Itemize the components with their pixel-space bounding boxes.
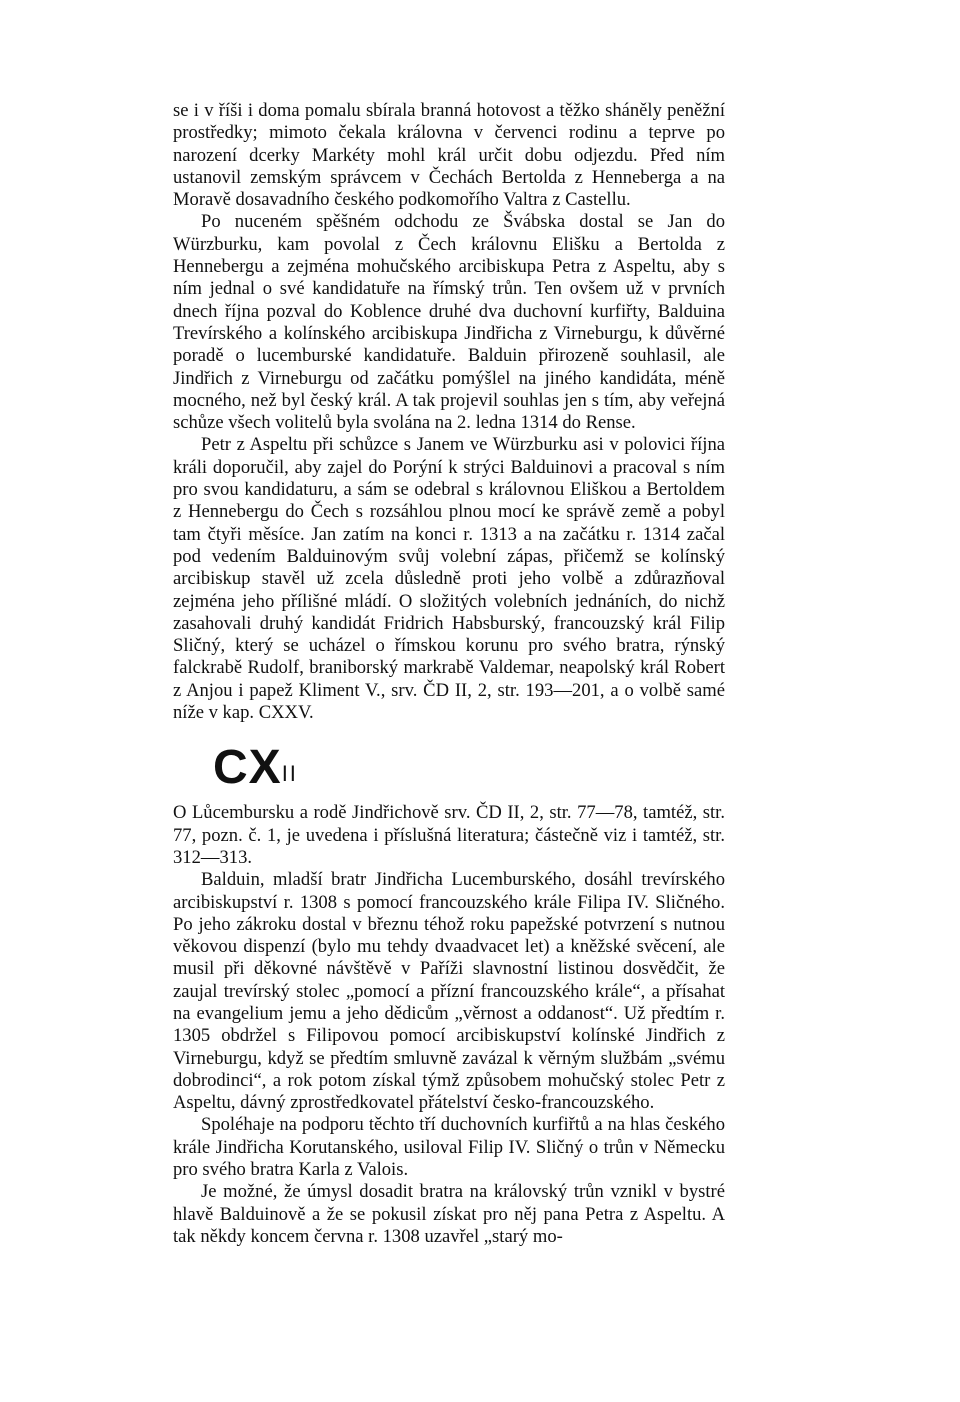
paragraph: Petr z Aspeltu při schůzce s Janem ve Würzburku asi v polovici října králi doporučil, aby zajel do Porýní k strýci Balduinovi a pracoval s ním pro svou kandidaturu, a sám se odebral s královnou Eliškou a Bertoldem z Hennebergu do Čech s rozsáhlou plnou mocí ke správě země a pobyl tam čtyři měsíce. Jan zatím na konci r. 1313 a na začátku r. 1314 začal pod vedením Balduinovým svůj volební zápas, přičemž se kolínský arcibiskup stavěl už zcela důsledně proti jeho volbě a zdůrazňoval zejména jeho přílišné mládí. O složitých volebních jednáních, do nichž zasahovali druhý kandidát Fridrich Habsburský, francouzský král Filip Sličný, který se ucházel o římskou korunu pro svého bratra, rýnský falckrabě Rudolf, braniborský markrabě Valdemar, neapolský král Robert z Anjou i papež Kliment V., srv. ČD II, 2, str. 193—201, a o volbě samé níže v kap. CXXV. [173, 434, 725, 724]
paragraph: Spoléhaje na podporu těchto tří duchovních kurfiřtů a na hlas českého krále Jindřicha Korutanského, usiloval Filip IV. Sličný o trůn v Německu pro svého bratra Karla z Valois. [173, 1114, 725, 1181]
paragraph: O Lůcembursku a rodě Jindřichově srv. ČD II, 2, str. 77—78, tamtéž, str. 77, pozn. č. 1, je uvedena i příslušná literatura; částečně viz i tamtéž, str. 312—313. [173, 802, 725, 868]
paragraph: Po nuceném spěšném odchodu ze Švábska dostal se Jan do Würzburku, kam povolal z Čech královnu Elišku a Bertolda z Hennebergu a zejména mohučského arcibiskupa Petra z Aspeltu, aby s ním jednal o své kandidatuře na římský trůn. Ten ovšem už v prvních dnech října pozval do Koblence druhé dva duchovní kurfiřty, Balduina Trevírského a kolínského arcibiskupa Jindřicha z Virneburgu, k důvěrné poradě o lucemburské kandidatuře. Balduin přirozeně souhlasil, ale Jindřich z Virneburgu od začátku pomýšlel na jiného kandidáta, méně mocného, než byl český král. A tak projevil souhlas jen s tím, aby veřejná schůze všech volitelů byla svolána na 2. ledna 1314 do Rense. [173, 211, 725, 434]
paragraph: Je možné, že úmysl dosadit bratra na královský trůn vznikl v bystré hlavě Balduinově a že se pokusil získat pro něj pana Petra z Aspeltu. A tak někdy koncem června r. 1308 uzavřel „starý mo- [173, 1181, 725, 1247]
chapter-heading [213, 741, 725, 795]
page-text-block [173, 100, 725, 1248]
chapter-superscript: II [281, 761, 298, 787]
paragraph: se i v říši i doma pomalu sbírala branná hotovost a těžko sháněly peněžní prostředky; mimoto čekala královna v červenci rodinu a teprve po narození dcerky Markéty mohl král určit dobu odjezdu. Před ním ustanovil zemským správcem v Čechách Bertolda z Henneberga a na Moravě dosavadního českého podkomořího Valtra z Castellu. [173, 100, 725, 211]
paragraph: Balduin, mladší bratr Jindřicha Lucemburského, dosáhl trevírského arcibiskupství r. 1308 s pomocí francouzského krále Filipa IV. Sličného. Po jeho zákroku dostal v březnu téhož roku papežské potvrzení s nutnou věkovou dispenzí (bylo mu tehdy dvaadvacet let) a kněžské svěcení, ale musil při děkovné návštěvě v Paříži slavnostní listinou dosvědčit, že zaujal trevírský stolec „pomocí a přízní francouzského krále“, a přísahat na evangelium jemu a jeho dědicům „věrnost a oddanost“. Už předtím r. 1305 obdržel s Filipovou pomocí arcibiskupství kolínské Jindřich z Virneburgu, když se předtím smluvně zavázal k věrným službám „svému dobrodinci“, a rok potom získal týmž způsobem mohučský stolec Petr z Aspeltu, dávný zprostředkovatel přátelství česko-francouzského. [173, 869, 725, 1114]
chapter-numeral: CX [213, 741, 282, 795]
